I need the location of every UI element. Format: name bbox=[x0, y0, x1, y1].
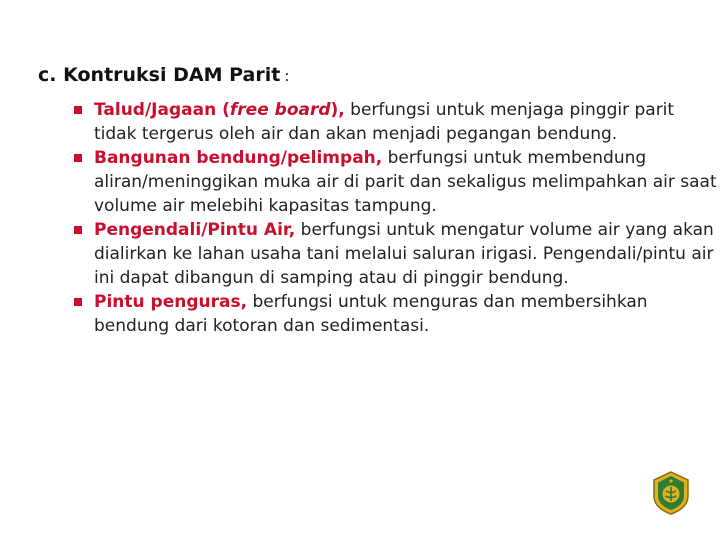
item-term: Talud/Jagaan (free board), bbox=[94, 100, 345, 120]
square-bullet-icon bbox=[74, 106, 82, 114]
square-bullet-icon bbox=[74, 226, 82, 234]
list-item bbox=[72, 218, 717, 290]
ministry-emblem-icon bbox=[651, 470, 691, 516]
item-description: berfungsi untuk menjaga pinggir parit tidak tergerus oleh air dan akan menjadi pegangan bendung. bbox=[94, 100, 675, 144]
square-bullet-icon bbox=[74, 154, 82, 162]
item-term: Bangunan bendung/pelimpah, bbox=[94, 148, 383, 168]
list-item bbox=[72, 98, 717, 146]
list-item bbox=[72, 146, 717, 218]
item-description: berfungsi untuk mengatur volume air yang akan dialirkan ke lahan usaha tani melalui saluran irigasi. Pengendali/pintu air ini dapat dibangun di samping atau di pinggir bendung. bbox=[94, 220, 714, 288]
item-term: Pengendali/Pintu Air, bbox=[94, 220, 296, 240]
heading-text: c. Kontruksi DAM Parit bbox=[38, 64, 281, 86]
heading-colon: : bbox=[284, 67, 290, 85]
section-heading bbox=[38, 64, 289, 86]
bullet-list bbox=[72, 98, 717, 338]
list-item bbox=[72, 290, 717, 338]
item-description: berfungsi untuk menguras dan membersihkan bendung dari kotoran dan sedimentasi. bbox=[94, 292, 648, 336]
square-bullet-icon bbox=[74, 298, 82, 306]
item-description: berfungsi untuk membendung aliran/meninggikan muka air di parit dan sekaligus melimpahkan air saat volume air melebihi kapasitas tampung. bbox=[94, 148, 717, 216]
item-term-italic: free board bbox=[229, 100, 331, 120]
item-term: Pintu penguras, bbox=[94, 292, 248, 312]
